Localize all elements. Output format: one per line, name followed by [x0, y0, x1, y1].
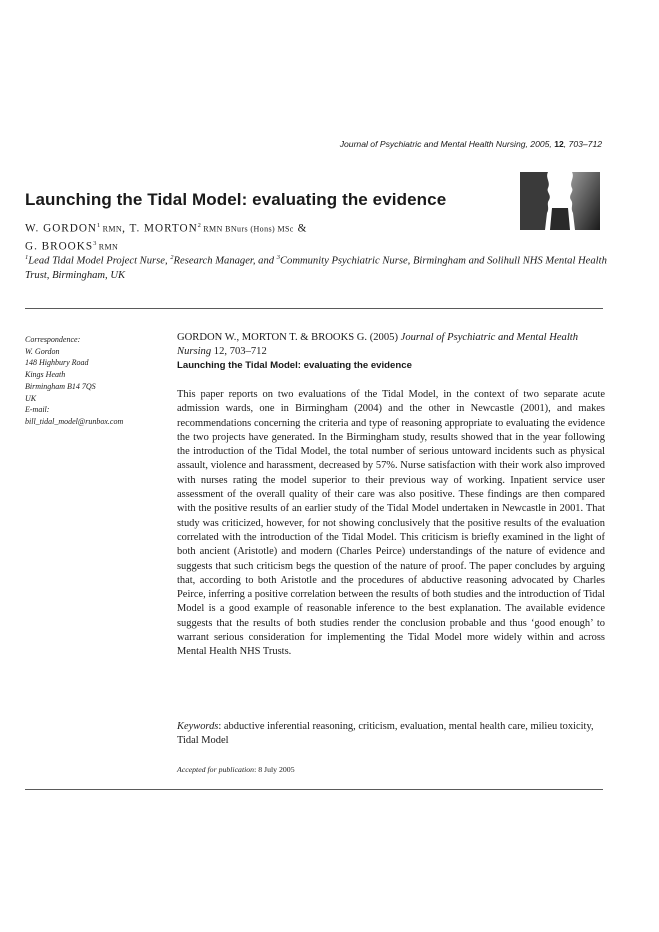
keywords-text: : abductive inferential reasoning, criticism, evaluation, mental health care, milieu toxicity, Tidal Model [177, 721, 594, 747]
journal-pages: , 703–712 [563, 139, 602, 149]
author-3-degrees: RMN [96, 242, 119, 252]
citation-authors-year: GORDON W., MORTON T. & BROOKS G. (2005) [177, 332, 401, 343]
correspondence-email: bill_tidal_model@runbox.com [25, 416, 124, 426]
article-title: Launching the Tidal Model: evaluating the evidence [25, 190, 447, 209]
top-divider [25, 308, 603, 309]
correspondence-street: 148 Highbury Road [25, 358, 89, 368]
affil-text-1: Lead Tidal Model Project Nurse, [28, 255, 171, 267]
affil-sup-3: 3 [276, 254, 280, 261]
author-2-name: , T. MORTON [122, 222, 198, 235]
author-3-name: G. BROOKS [25, 240, 94, 253]
author-2-sup: 2 [197, 222, 201, 229]
affil-text-3: Community Psychiatric Nurse, Birmingham and Solihull NHS Mental Health Trust, Birmingham, UK [25, 255, 607, 281]
correspondence-email-label: E-mail: [25, 405, 50, 415]
citation-journal: Journal of Psychiatric and Mental Health Nursing [177, 332, 579, 358]
author-2-degrees: RMN BNurs (Hons) MSc [200, 224, 294, 234]
correspondence-label: Correspondence: [25, 335, 81, 344]
correspondence-district: Kings Heath [25, 370, 66, 380]
affil-sup-2: 2 [170, 254, 174, 261]
journal-logo-icon [518, 168, 602, 234]
accepted-label: Accepted for publication [177, 765, 255, 774]
keywords-label: Keywords [177, 721, 219, 732]
author-list [25, 219, 495, 255]
abstract-text: This paper reports on two evaluations of the Tidal Model, in the context of two separate acute admission wards, one in Birmingham (2004) and the other in Newcastle (2001), and makes recommendations concerning the criteria and type of reasoning appropriate to evaluating the evidence the two projects have generated. In the Birmingham study, results showed that in the year following the introduction of the Tidal Model, the total number of serious untoward incidents such as physical assault, violence and harassment, decreased by 57%. Nurse satisfaction with their work also improved with nurses rating the model superior to their previous way of working. Inpatient service user assessment of the overall quality of their care was also positive. These findings are then compared with the positive results of an earlier study of the Tidal Model undertaken in Newcastle in 2001. That study was criticized, however, for not showing conclusively that the positive results of the evaluation correlated with the introduction of the Tidal Model. This criticism is briefly examined in the light of both ancient (Aristotle) and modern (Charles Peirce) understandings of the nature of evidence and suggests that such criticism begs the question of the nature of proof. The paper concludes by arguing that, according to both Aristotle and the procedures of abductive reasoning advocated by Charles Peirce, inferring a positive correlation between the results of both studies and the introduction of Tidal Model is a good example of reasonable inference to the best explanation. The available evidence suggests that the results of both studies render the conclusion probable and thus ‘good enough’ to warrant serious consideration for implementing the Tidal Model more widely within and across Mental Health NHS Trusts. [177, 389, 605, 658]
citation-title: Launching the Tidal Model: evaluating the evidence [177, 360, 412, 372]
correspondence-country: UK [25, 393, 37, 403]
author-ampersand: & [293, 222, 308, 235]
author-1-sup: 1 [96, 222, 101, 229]
journal-citation-header [230, 139, 602, 149]
accepted-text: : 8 July 2005 [254, 765, 295, 774]
journal-volume: 12 [554, 139, 564, 149]
correspondence-block [25, 334, 150, 428]
author-1-degrees: RMN [100, 224, 123, 234]
keywords [177, 720, 605, 749]
author-affiliations [25, 251, 610, 283]
author-3-sup: 3 [93, 240, 97, 248]
citation-block [177, 331, 605, 374]
correspondence-name: W. Gordon [25, 346, 60, 356]
citation-volume: 12, 703–712 [211, 346, 267, 358]
affil-sup-1: 1 [25, 254, 29, 261]
accepted-date [177, 765, 605, 774]
author-1-name: W. GORDON [25, 222, 97, 235]
correspondence-city: Birmingham B14 7QS [25, 381, 96, 391]
journal-year: , 2005, [525, 139, 555, 149]
bottom-divider [25, 789, 603, 790]
affil-text-2: Research Manager, and [173, 255, 277, 267]
journal-name: Journal of Psychiatric and Mental Health Nursing [339, 139, 526, 149]
